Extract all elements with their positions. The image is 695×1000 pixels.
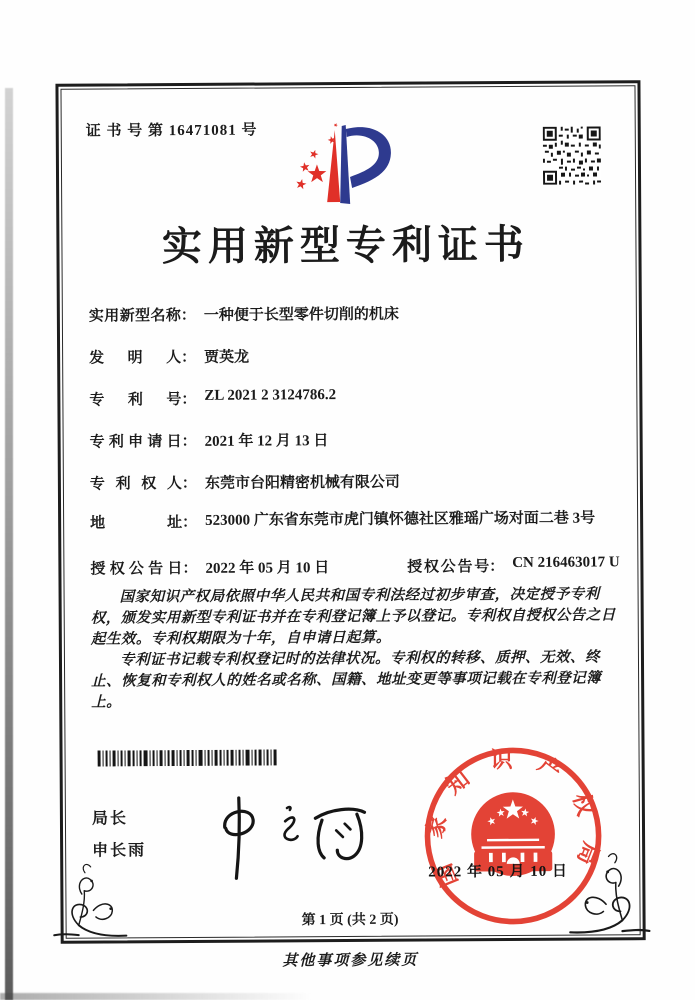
legal-text — [91, 584, 620, 713]
barcode — [98, 749, 278, 766]
field-label: 专利权人 — [89, 476, 182, 493]
qr-code — [543, 126, 601, 184]
field-colon: ： — [181, 475, 197, 493]
legal-paragraph-2: 专利证书记载专利权登记时的法律状况。专利权的转移、质押、无效、终止、恢复和专利权人的姓名或名称、国籍、地址变更等事项记载在专利登记簿上。 — [91, 649, 602, 711]
grant-number-value: CN 216463017 U — [512, 554, 620, 571]
director-signature — [204, 792, 375, 881]
seal-ring-text: 国家知识产权局 — [421, 747, 605, 891]
director-name: 申长雨 — [92, 842, 147, 860]
field-address — [90, 508, 639, 532]
field-colon: ： — [182, 514, 198, 532]
cnipa-logo — [292, 120, 405, 215]
field-inventor — [89, 346, 249, 368]
legal-paragraph-1: 国家知识产权局依照中华人民共和国专利法经过初步审查，决定授予专利权，颁发实用新型专利证书并在专利登记簿上予以登记。专利权自授权公告之日起生效。专利权期限为十年，自申请日起算。 — [90, 586, 616, 648]
certificate-title: 实用新型专利证书 — [161, 221, 531, 270]
field-label: 专利申请日 — [89, 434, 182, 451]
field-value: 一种便于长型零件切削的机床 — [203, 306, 399, 324]
field-label: 发明人 — [89, 350, 182, 367]
field-label: 专利号 — [89, 392, 182, 409]
grant-date-stamp: 2022 年 05 月 10 日 — [428, 863, 569, 881]
grant-number-label: 授权公告号 — [407, 559, 490, 576]
field-colon: ： — [181, 349, 197, 367]
field-value: 523000 广东省东莞市虎门镇怀德社区雅瑶广场对面二巷 3号 — [205, 510, 596, 529]
field-patent-number — [89, 387, 336, 410]
certificate-number: 证 书 号 第 16471081 号 — [85, 122, 258, 140]
scan-edge-shadow-bottom — [0, 993, 313, 1000]
field-value: ZL 2021 2 3124786.2 — [204, 387, 337, 404]
director-title: 局长 — [91, 810, 129, 828]
grant-date-label: 授权公告日 — [90, 561, 183, 578]
field-value: 东莞市台阳精密机械有限公司 — [204, 474, 400, 492]
field-value: 2021 年 12 月 13 日 — [204, 433, 329, 450]
field-colon: ： — [182, 560, 198, 578]
continuation-note: 其他事项参见续页 — [282, 952, 419, 970]
page-number: 第 1 页 (共 2 页) — [301, 912, 399, 929]
field-colon: ： — [180, 307, 196, 325]
field-value: 贾英龙 — [204, 349, 250, 366]
scan-edge-shadow-left — [5, 88, 13, 1000]
field-label: 地址 — [90, 515, 183, 532]
field-patentee — [90, 471, 400, 494]
field-label: 实用新型名称 — [88, 308, 181, 325]
grant-date-value: 2022 年 05 月 10 日 — [205, 560, 330, 577]
field-colon: ： — [181, 433, 197, 451]
field-grant-row — [90, 554, 619, 578]
field-colon: ： — [181, 391, 197, 409]
field-utility-model-name — [89, 303, 399, 326]
field-filing-date — [90, 429, 329, 451]
field-colon: ： — [489, 559, 505, 576]
